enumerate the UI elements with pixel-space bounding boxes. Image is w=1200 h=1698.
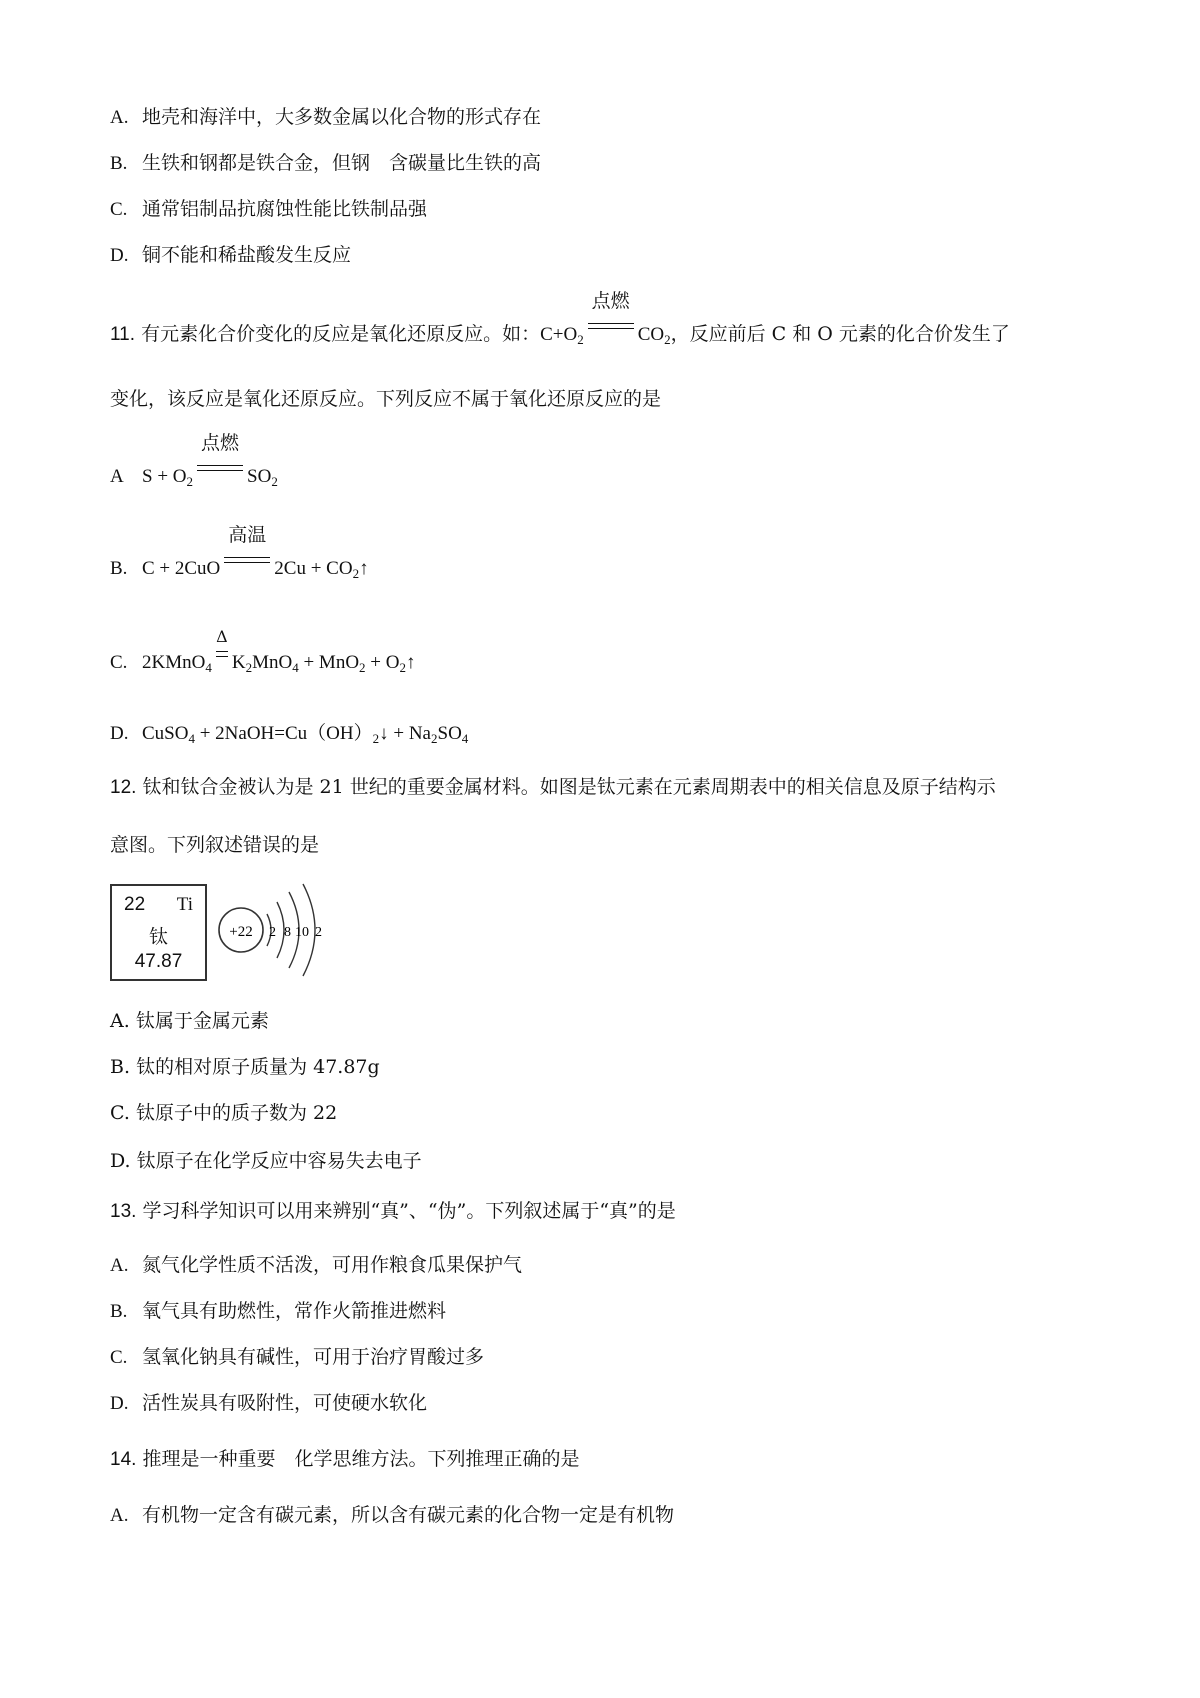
q14-option-a: A. 有机物一定含有碳元素，所以含有碳元素的化合物一定是有机物 [110,1504,675,1526]
q10-option-c: C. 通常铝制品抗腐蚀性能比铁制品强 [110,198,428,220]
q12-stem-line1: 12. 钛和钛合金被认为是 21 世纪的重要金属材料。如图是钛元素在元素周期表中的相关信息及原子结构示 [110,776,996,798]
q10-option-d: D. 铜不能和稀盐酸发生反应 [110,244,352,266]
shell-4-electrons: 2 [315,925,322,940]
q12-stem-line2: 意图。下列叙述错误的是 [110,834,320,856]
q10-option-b: B. 生铁和钢都是铁合金，但钢 含碳量比生铁的高 [110,152,542,174]
q12-option-c: C. 钛原子中的质子数为 22 [110,1102,338,1124]
q11-option-c: C. 2KMnO$_4$ Δ $K_2MnO_4 + MnO_2$ + $O_2↑$ [110,627,416,675]
q13-option-d: D. 活性炭具有吸附性，可使硬水软化 [110,1392,428,1414]
q12-option-a: A. 钛属于金属元素 [110,1010,269,1032]
q11-option-a: A $S + O_2$ 点燃 $SO_2$ [110,432,278,489]
q10-option-a: A. 地壳和海洋中，大多数金属以化合物的形式存在 [110,106,542,128]
atomic-structure-diagram [215,872,345,992]
q12-option-d: D. 钛原子在化学反应中容易失去电子 [110,1150,422,1172]
nucleus-charge: +22 [229,924,253,940]
q11-option-b: B. C + 2CuO 高温 $2Cu + CO_2↑$ [110,524,369,581]
q13-option-a: A. 氮气化学性质不活泼，可用作粮食瓜果保护气 [110,1254,523,1276]
shell-1-electrons: 2 [269,925,276,940]
q11-stem-line1: 11. 有元素化合价变化的反应是氧化还原反应。如：$C+O_2$ 点燃 $CO_2$，反应前后 C 和 O 元素的化合价发生了 [110,290,1010,347]
q11-option-d: D. CuSO$_4$ + $2NaOH=Cu(OH)_2↓ + Na_2SO_4$ [110,723,469,746]
q13-option-c: C. 氢氧化钠具有碱性，可用于治疗胃酸过多 [110,1346,485,1368]
q12-option-b: B. 钛的相对原子质量为 47.87g [110,1056,380,1078]
q14-stem: 14. 推理是一种重要 化学思维方法。下列推理正确的是 [110,1448,580,1470]
q11-stem-line2: 变化，该反应是氧化还原反应。下列反应不属于氧化还原反应的是 [110,388,662,410]
q13-option-b: B. 氧气具有助燃性，常作火箭推进燃料 [110,1300,447,1322]
reaction-condition: 点燃 [586,314,636,340]
shell-2-electrons: 8 [284,925,291,940]
q13-stem: 13. 学习科学知识可以用来辨别“真”、“伪”。下列叙述属于“真”的是 [110,1200,676,1222]
periodic-table-cell: 22 Ti 钛 47.87 [110,884,207,981]
shell-3-electrons: 10 [295,925,309,940]
